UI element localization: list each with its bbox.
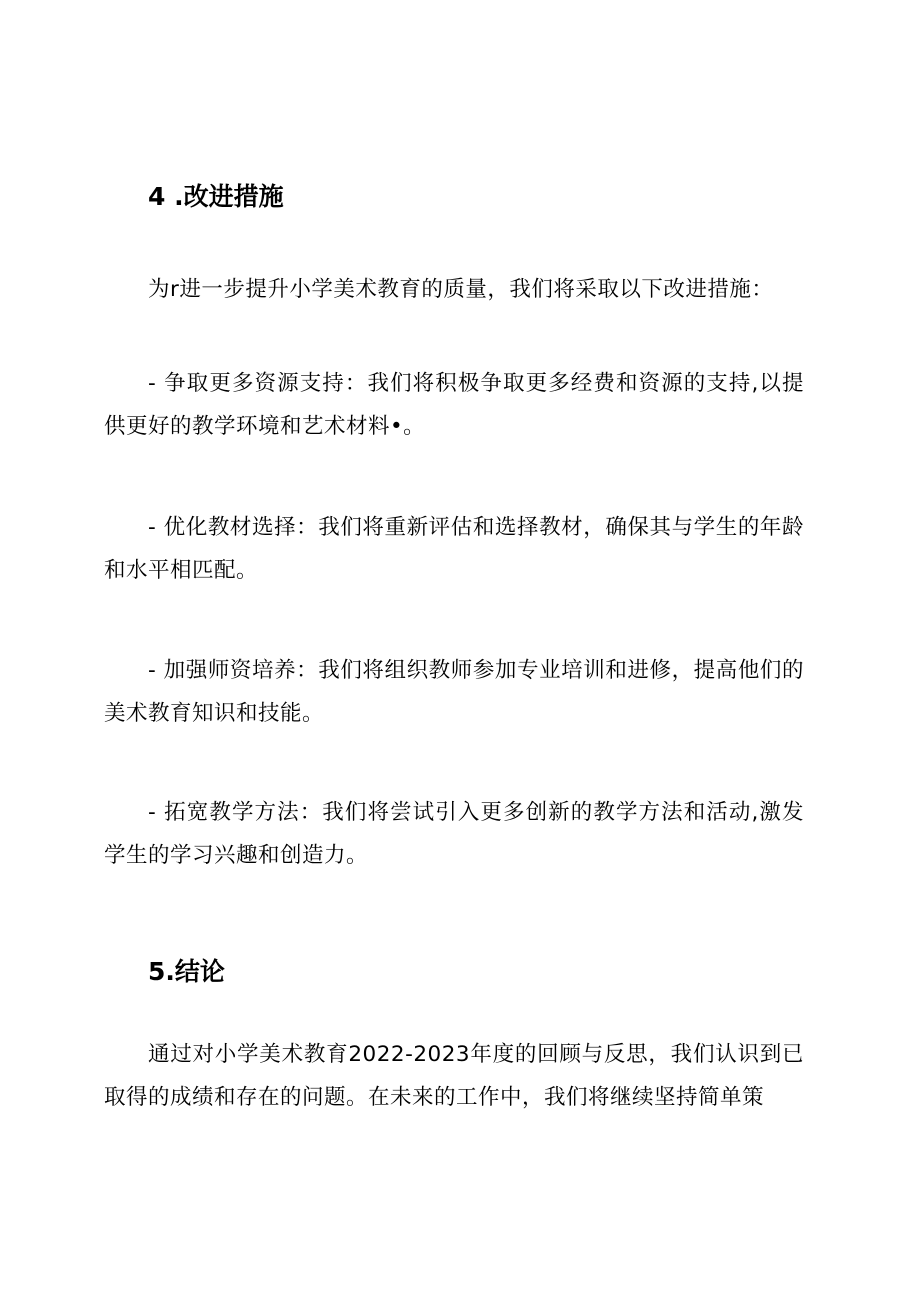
conclusion-body: 通过对小学美术教育2022-2023年度的回顾与反思，我们认识到已取得的成绩和存在的问题。在未来的工作中，我们将继续坚持简单策 xyxy=(104,1042,804,1110)
improvement-item-materials: - 优化教材选择：我们将重新评估和选择教材，确保其与学生的年龄和水平相匹配。 xyxy=(104,515,804,583)
improvement-item-resources: - 争取更多资源支持：我们将积极争取更多经费和资源的支持,以提供更好的教学环境和艺术材料•。 xyxy=(104,371,804,439)
section-4-intro: 为r进一步提升小学美术教育的质量，我们将采取以下改进措施： xyxy=(148,277,774,302)
improvement-item-teacher-training: - 加强师资培养：我们将组织教师参加专业培训和进修，提高他们的美术教育知识和技能。 xyxy=(104,658,804,726)
improvement-item-teaching-methods: - 拓宽教学方法：我们将尝试引入更多创新的教学方法和活动,激发学生的学习兴趣和创造力。 xyxy=(104,800,804,868)
section-5-heading: 5.结论 xyxy=(148,957,225,986)
section-4-heading: 4 .改进措施 xyxy=(148,182,284,211)
